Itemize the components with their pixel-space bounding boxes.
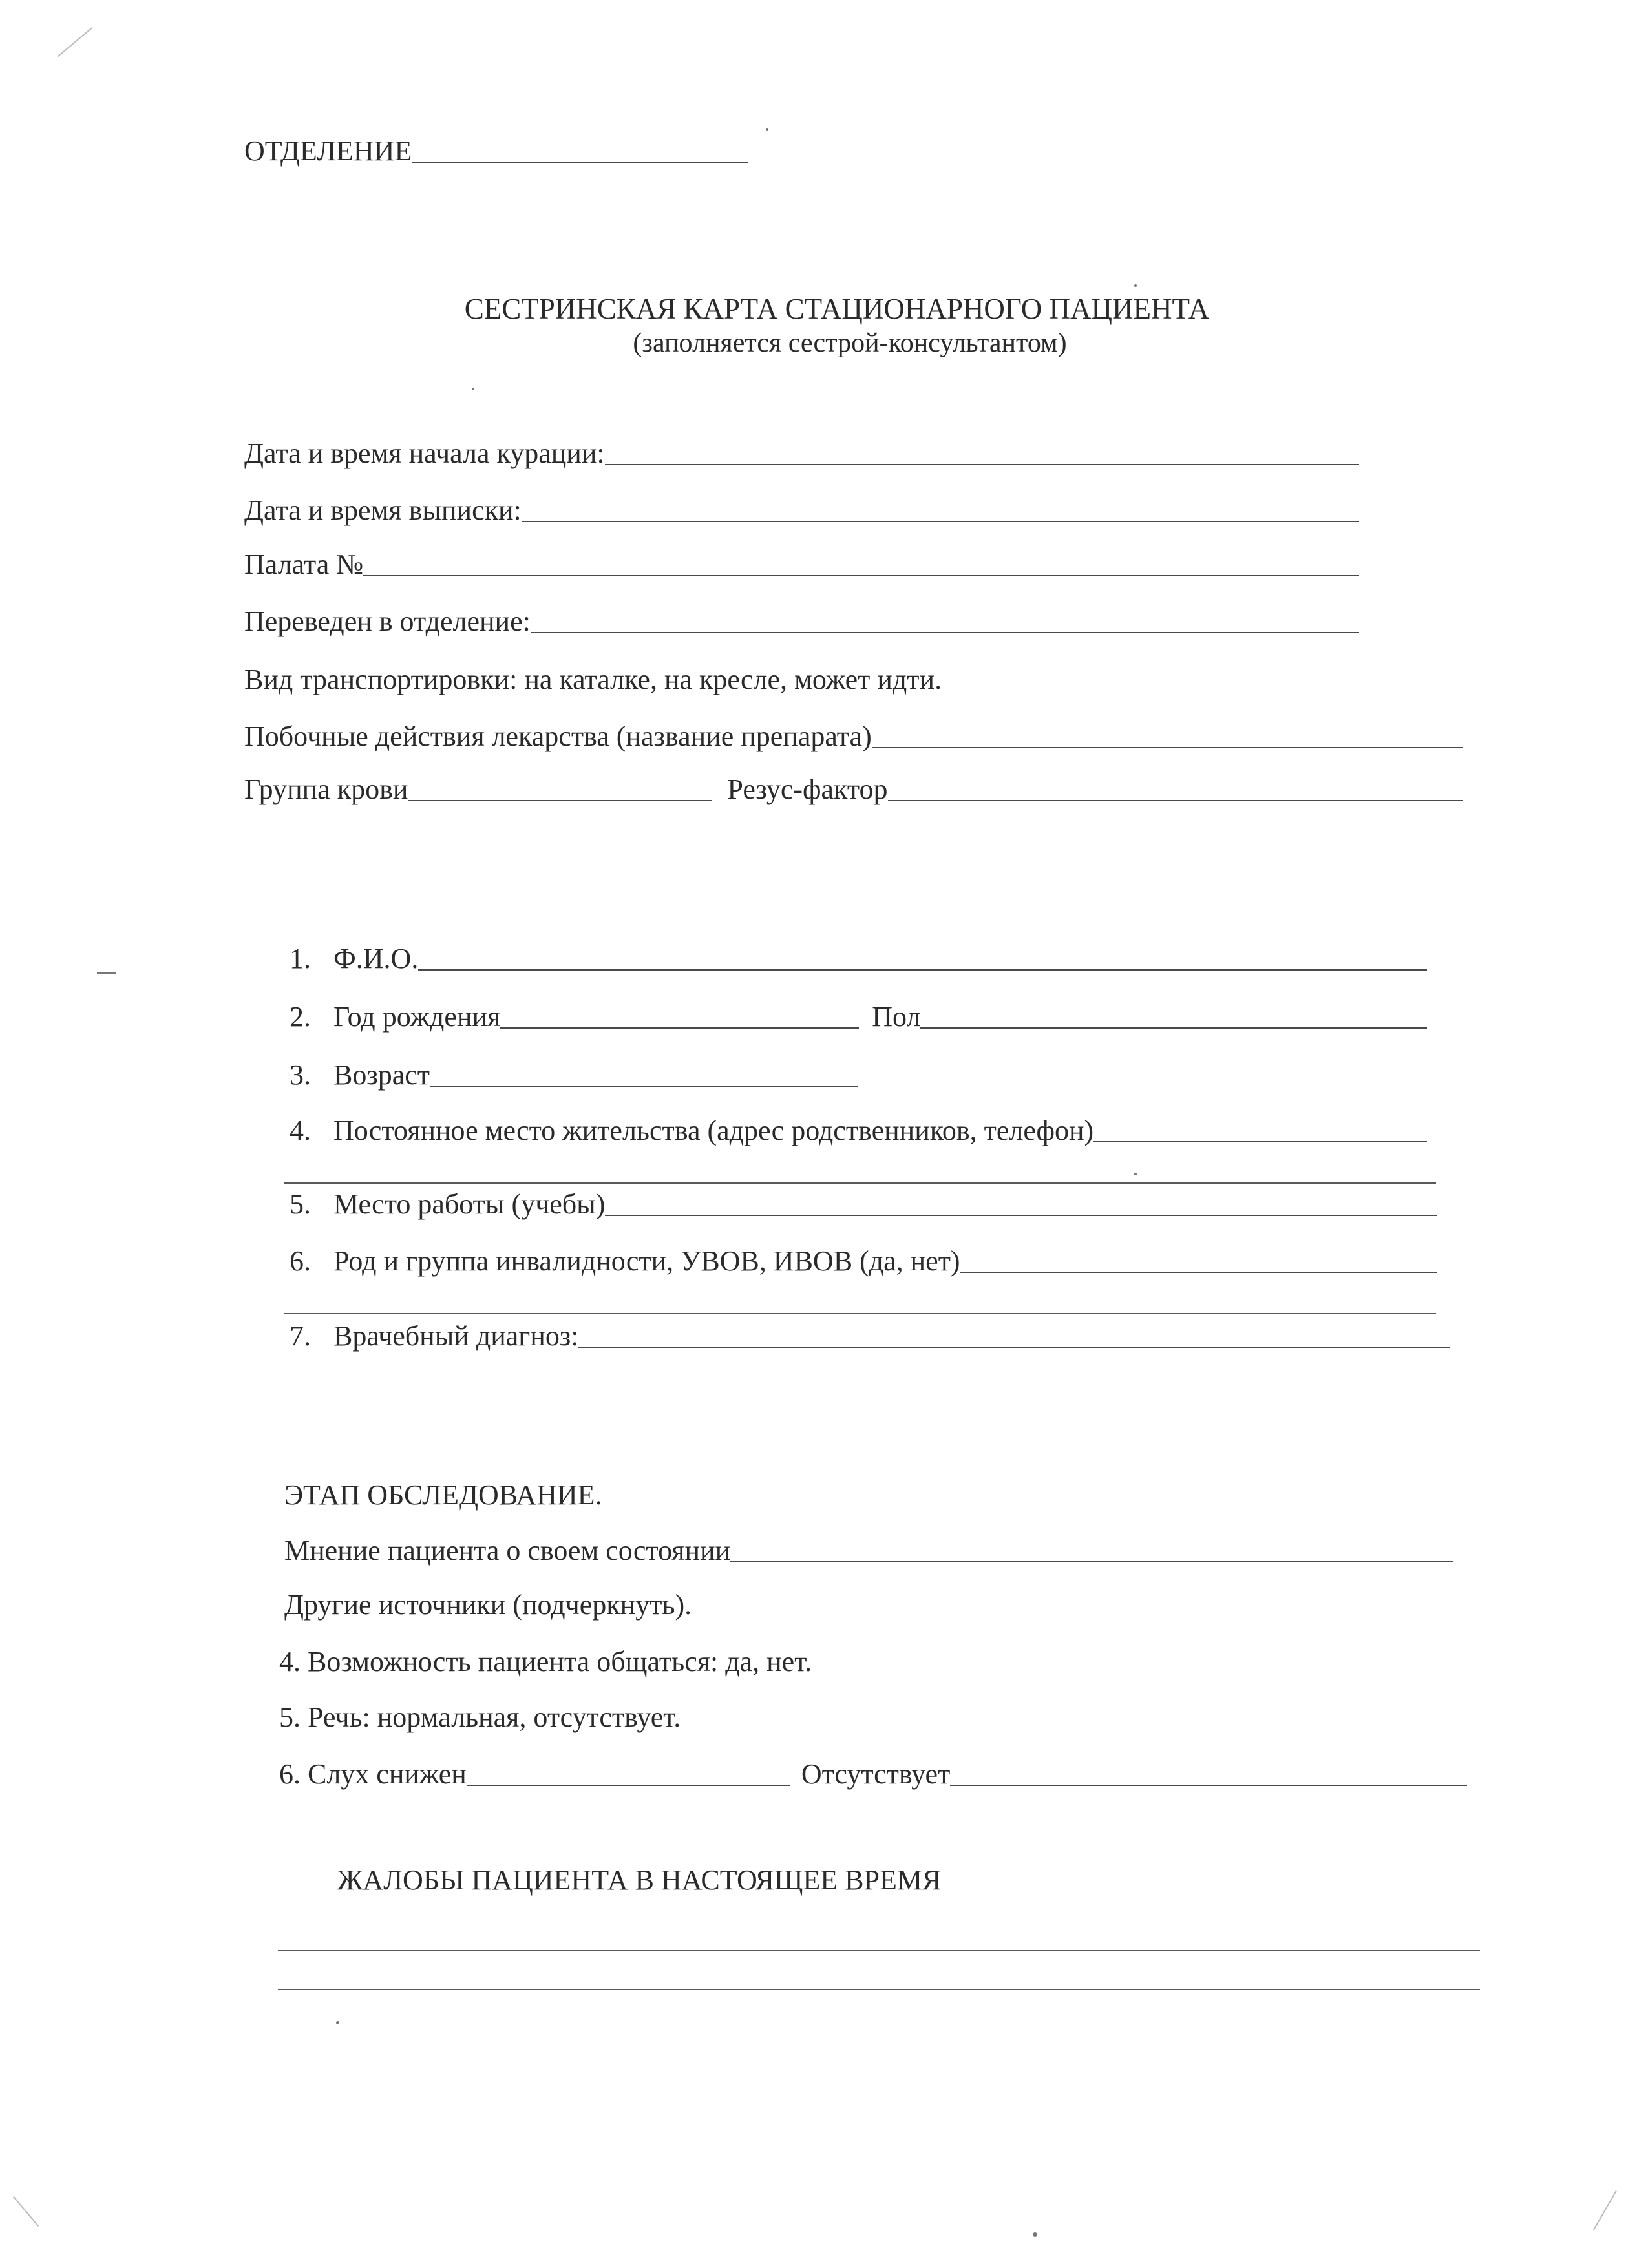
list-number: 3. — [290, 1059, 311, 1091]
ward-field — [244, 551, 1359, 579]
department-input-line[interactable] — [412, 162, 748, 163]
blood-group-label: Группа крови — [244, 773, 408, 805]
discharge-datetime-input-line[interactable] — [522, 521, 1359, 522]
communication-label: 4. Возможность пациента общаться: да, нет. — [279, 1646, 812, 1677]
diagnosis-label: Врачебный диагноз: — [333, 1320, 579, 1352]
scan-speck — [1033, 2232, 1037, 2237]
scan-artifact — [13, 2196, 39, 2227]
disability-continuation-line[interactable] — [284, 1313, 1436, 1314]
hearing-absent-label: Отсутствует — [801, 1758, 951, 1790]
transport-options — [244, 666, 942, 694]
side-effects-field — [244, 722, 1463, 751]
scan-artifact — [1593, 2190, 1617, 2231]
disability-input-line[interactable] — [960, 1272, 1437, 1273]
list-number: 6. — [290, 1245, 311, 1277]
workplace-field — [290, 1190, 1437, 1219]
birth-year-row — [290, 1003, 1427, 1031]
disability-field — [290, 1247, 1437, 1276]
scan-speck — [97, 972, 116, 974]
hearing-row — [279, 1760, 1467, 1789]
hearing-reduced-input-line[interactable] — [467, 1785, 790, 1786]
disability-label: Род и группа инвалидности, УВОВ, ИВОВ (да, нет) — [333, 1245, 960, 1277]
speech-options — [279, 1703, 681, 1732]
diagnosis-input-line[interactable] — [578, 1347, 1450, 1348]
scan-speck — [1134, 284, 1137, 287]
ward-label: Палата № — [244, 549, 364, 580]
patient-opinion-label: Мнение пациента о своем состоянии — [284, 1535, 731, 1566]
sex-input-line[interactable] — [920, 1027, 1427, 1029]
diagnosis-field — [290, 1322, 1450, 1350]
list-number: 2. — [290, 1001, 311, 1033]
ward-input-line[interactable] — [363, 575, 1359, 576]
page-title: СЕСТРИНСКАЯ КАРТА СТАЦИОНАРНОГО ПАЦИЕНТА — [464, 293, 1210, 325]
scan-speck — [1134, 1173, 1137, 1175]
patient-opinion-input-line[interactable] — [730, 1561, 1453, 1562]
examination-heading-text: ЭТАП ОБСЛЕДОВАНИЕ. — [284, 1479, 602, 1511]
workplace-label: Место работы (учебы) — [333, 1188, 606, 1220]
fio-input-line[interactable] — [418, 969, 1427, 971]
rh-factor-label: Резус-фактор — [727, 773, 888, 805]
fio-label: Ф.И.О. — [333, 943, 419, 974]
blood-group-input-line[interactable] — [408, 800, 712, 801]
other-sources — [284, 1591, 692, 1619]
side-effects-label: Побочные действия лекарства (название препарата) — [244, 720, 872, 752]
department-field — [244, 137, 748, 165]
age-label: Возраст — [333, 1059, 430, 1091]
side-effects-input-line[interactable] — [872, 747, 1463, 748]
transferred-field — [244, 607, 1359, 636]
birth-year-input-line[interactable] — [500, 1027, 859, 1029]
age-field — [290, 1061, 858, 1089]
scan-speck — [336, 2021, 339, 2024]
examination-heading — [284, 1481, 602, 1509]
list-number: 7. — [290, 1320, 311, 1352]
list-number: 1. — [290, 943, 311, 974]
hearing-absent-input-line[interactable] — [950, 1785, 1467, 1786]
scan-artifact — [57, 27, 92, 58]
discharge-datetime-field — [244, 496, 1359, 525]
department-label: ОТДЕЛЕНИЕ — [244, 135, 412, 167]
start-datetime-input-line[interactable] — [605, 464, 1359, 465]
list-number: 5. — [290, 1188, 311, 1220]
sex-label: Пол — [872, 1001, 921, 1033]
page-subtitle: (заполняется сестрой-консультантом) — [633, 328, 1067, 358]
transferred-input-line[interactable] — [531, 632, 1359, 633]
scan-speck — [766, 128, 768, 131]
residence-label: Постоянное место жительства (адрес родственников, телефон) — [333, 1115, 1094, 1146]
start-datetime-field — [244, 439, 1359, 468]
residence-input-line[interactable] — [1093, 1141, 1427, 1142]
age-input-line[interactable] — [430, 1086, 858, 1087]
transferred-label: Переведен в отделение: — [244, 605, 531, 637]
complaints-heading — [337, 1866, 941, 1895]
residence-field — [290, 1117, 1427, 1145]
transport-label: Вид транспортировки: на каталке, на кресле, может идти. — [244, 664, 942, 695]
residence-continuation-line[interactable] — [284, 1182, 1436, 1184]
list-number: 4. — [290, 1115, 311, 1146]
patient-opinion-field — [284, 1537, 1453, 1565]
blood-group-row — [244, 775, 1463, 804]
communication-options — [279, 1648, 812, 1676]
discharge-datetime-label: Дата и время выписки: — [244, 494, 522, 526]
workplace-input-line[interactable] — [605, 1215, 1437, 1216]
hearing-reduced-label: 6. Слух снижен — [279, 1758, 467, 1790]
complaints-line-1[interactable] — [278, 1950, 1480, 1951]
complaints-heading-text: ЖАЛОБЫ ПАЦИЕНТА В НАСТОЯЩЕЕ ВРЕМЯ — [337, 1864, 942, 1896]
rh-factor-input-line[interactable] — [888, 800, 1463, 801]
birth-year-label: Год рождения — [333, 1001, 501, 1033]
speech-label: 5. Речь: нормальная, отсутствует. — [279, 1701, 681, 1733]
start-datetime-label: Дата и время начала курации: — [244, 437, 605, 469]
other-sources-label: Другие источники (подчеркнуть). — [284, 1589, 692, 1621]
complaints-line-2[interactable] — [278, 1989, 1480, 1990]
scan-speck — [472, 388, 474, 390]
fio-field — [290, 945, 1427, 973]
